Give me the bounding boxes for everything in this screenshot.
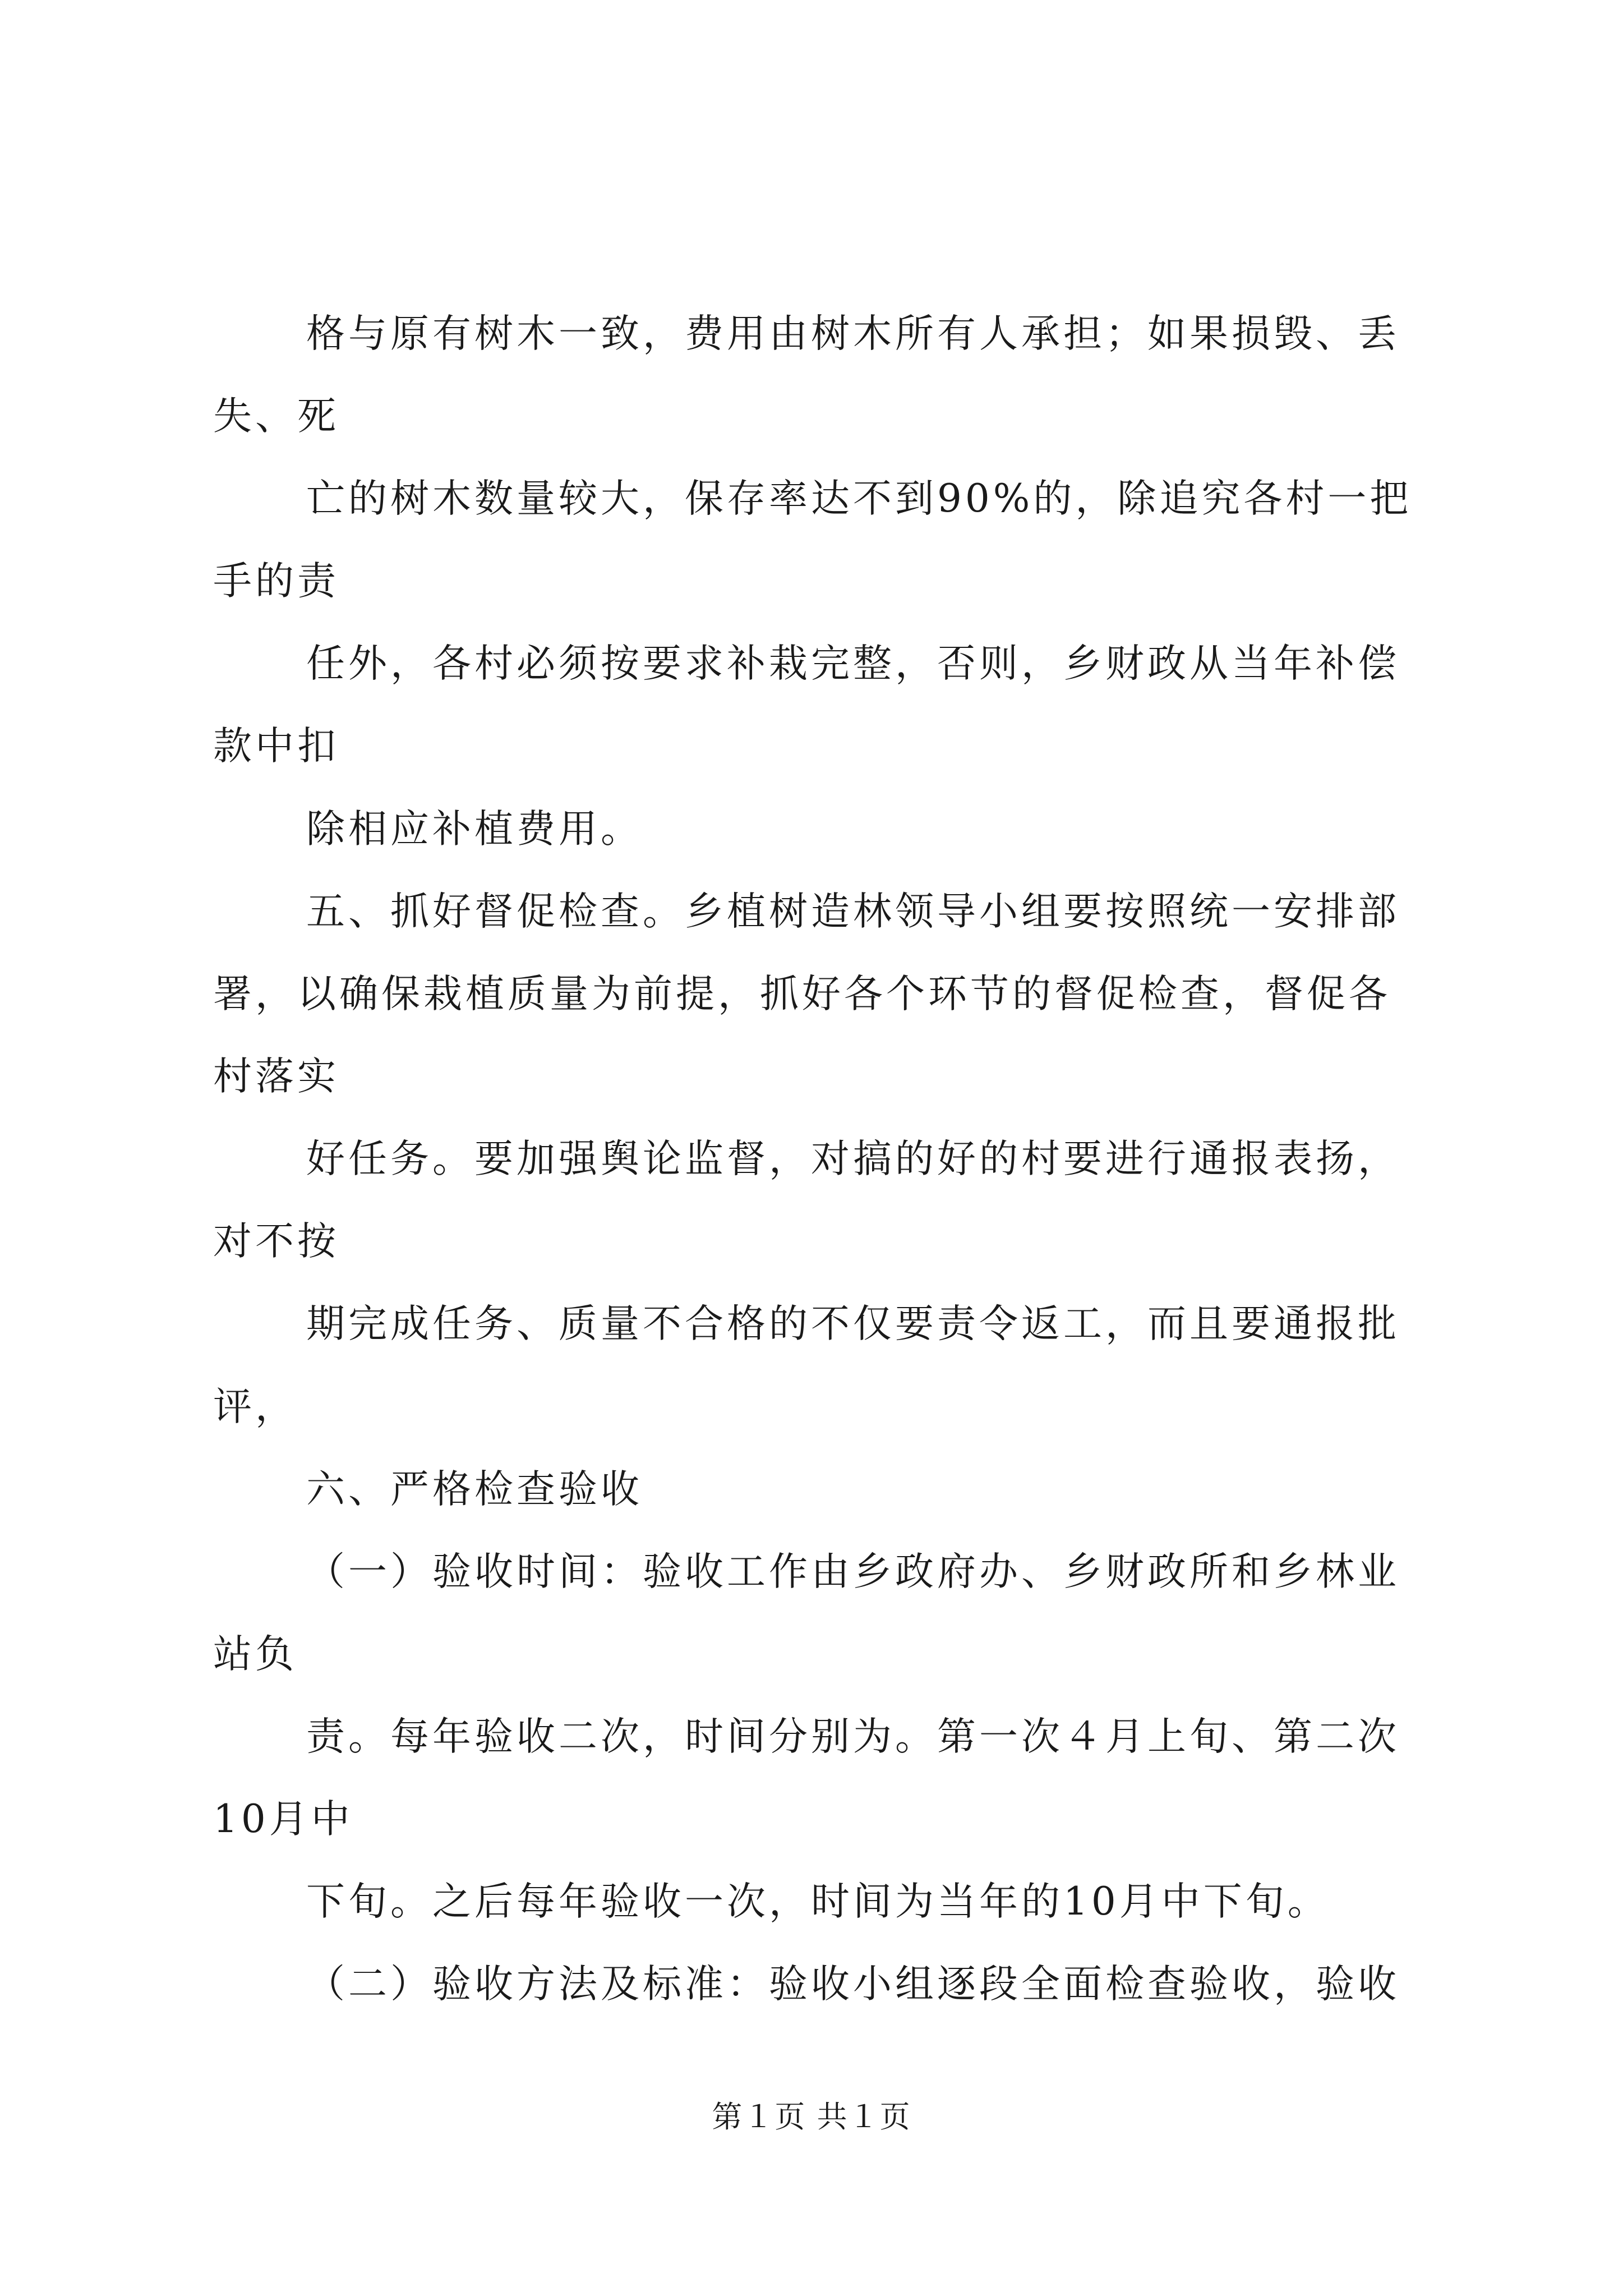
page-footer: 第１页 共１页 (712, 2099, 911, 2134)
paragraph-line: 期完成任务、质量不合格的不仅要责令返工，而且要通报批 (306, 1301, 1400, 1346)
paragraph-line: 村落实 (213, 1054, 339, 1099)
paragraph-line: 亡的树木数量较大，保存率达不到90%的，除追究各村一把 (306, 476, 1412, 521)
paragraph-line: 手的责 (213, 559, 339, 604)
paragraph-line: 下旬。之后每年验收一次，时间为当年的10月中下旬。 (306, 1879, 1330, 1924)
paragraph-line: 站负 (213, 1632, 297, 1677)
section-heading: 六、严格检查验收 (306, 1467, 643, 1512)
paragraph-line: 10月中 (213, 1797, 353, 1842)
paragraph-line: 款中扣 (213, 724, 339, 769)
paragraph-line: 格与原有树木一致，费用由树木所有人承担；如果损毁、丢 (306, 311, 1400, 356)
paragraph-line: 任外，各村必须按要求补栽完整，否则，乡财政从当年补偿 (306, 641, 1400, 686)
paragraph-line: 署，以确保栽植质量为前提，抓好各个环节的督促检查，督促各 (213, 972, 1391, 1016)
paragraph-line: 对不按 (213, 1219, 339, 1264)
paragraph-line: 除相应补植费用。 (306, 807, 643, 852)
paragraph-line: （一）验收时间：验收工作由乡政府办、乡财政所和乡林业 (306, 1549, 1400, 1594)
paragraph-line: 五、抓好督促检查。乡植树造林领导小组要按照统一安排部 (306, 889, 1400, 934)
paragraph-line: 失、死 (213, 394, 339, 439)
paragraph-line: 责。每年验收二次，时间分别为。第一次４月上旬、第二次 (306, 1714, 1400, 1759)
paragraph-line: （二）验收方法及标准：验收小组逐段全面检查验收，验收 (306, 1962, 1400, 2007)
paragraph-line: 好任务。要加强舆论监督，对搞的好的村要进行通报表扬， (306, 1137, 1400, 1181)
paragraph-line: 评， (213, 1384, 297, 1429)
